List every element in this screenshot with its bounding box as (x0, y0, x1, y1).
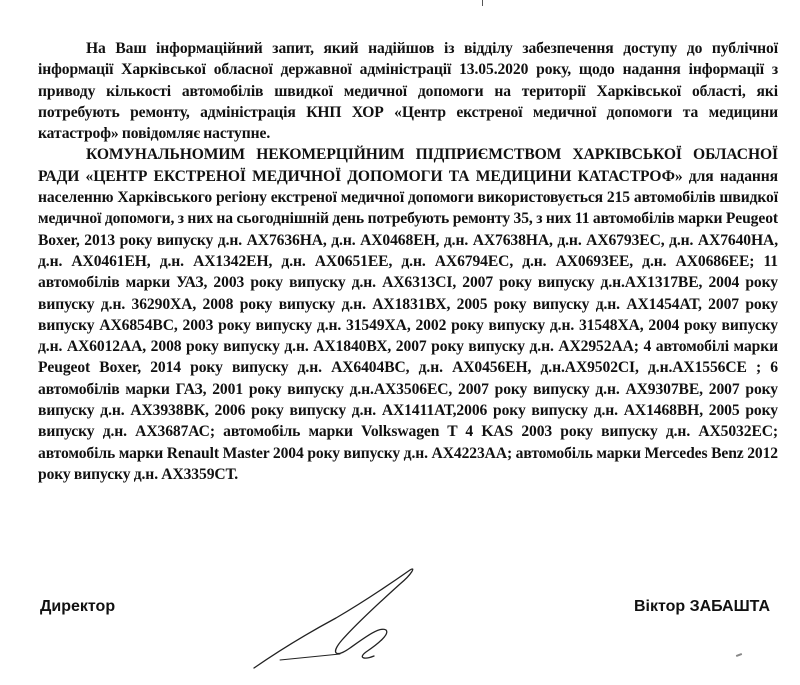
letter-body (38, 38, 778, 485)
signer-title: Директор (40, 598, 116, 615)
signature-row (40, 598, 770, 622)
letter-paragraph-intro: На Ваш інформаційний запит, який надійшов із відділу забезпечення доступу до публічної інформації Харківської обласної державної адміністрації 13.05.2020 року, щодо надання інформації з приводу кількості автомобілів швидкої медичної допомоги на території Харківської області, які потребують ремонту, адміністрація КНП ХОР «Центр екстреної медичної допомоги та медицини катастроф» повідомляє наступне. (38, 40, 778, 143)
letter-paragraph-details: КОМУНАЛЬНОМИМ НЕКОМЕРЦІЙНИМ ПІДПРИЄМСТВОМ ХАРКІВСЬКОЇ ОБЛАСНОЇ РАДИ «ЦЕНТР ЕКСТРЕНОЇ МЕДИЧНОЇ ДОПОМОГИ ТА МЕДИЦИНИ КАТАСТРОФ» для надання населенню Харківського регіону екстреної медичної допомоги використовується 215 автомобілів швидкої медичної допомоги, з них на сьогоднішній день потребують ремонту 35, з них 11 автомобілів марки Peugeot Boxer, 2013 року випуску д.н. АХ7636НА, д.н. АХ0468ЕН, д.н. АХ7638НА, д.н. АХ6793ЕС, д.н. АХ7640НА, д.н. АХ0461ЕН, д.н. АХ1342ЕН, д.н. АХ0651ЕЕ, д.н. АХ6794ЕС, д.н. АХ0693ЕЕ, д.н. АХ0686ЕЕ; 11 автомобілів марки УАЗ, 2003 року випуску д.н. АХ6313СІ, 2007 року випуску д.н.АХ1317ВЕ, 2004 року випуску д.н. 36290ХА, 2008 року випуску д.н. АХ1831ВХ, 2005 року випуску д.н. АХ1454АТ, 2007 року випуску АХ6854ВС, 2003 року випуску д.н. 31549ХА, 2002 року випуску д.н. 31548ХА, 2004 року випуску д.н. АХ6012АА, 2008 року випуску д.н. АХ1840ВХ, 2007 року випуску д.н. АХ2952АА; 4 автомобілі марки Peugeot Boxer, 2014 року випуску д.н. АХ6404ВС, д.н. АХ0456ЕН, д.н.АХ9502СІ, д.н.АХ1556СЕ ; 6 автомобілів марки ГАЗ, 2001 року випуску д.н.АХ3506ЕС, 2007 року випуску д.н. АХ9307ВЕ, 2007 року випуску д.н. АХ3938ВК, 2006 року випуску д.н. АХ1411АТ,2006 року випуску д.н. АХ1468ВН, 2005 року випуску д.н. АХ3687АС; автомобіль марки Volkswagen T 4 KAS 2003 року випуску д.н. АХ5032ЕС; автомобіль марки Renault Master 2004 року випуску д.н. АХ4223АА; автомобіль марки Mercedes Benz 2012 року випуску д.н. АХ3359СТ. (38, 146, 778, 483)
scan-mark (482, 0, 483, 6)
signer-name: Віктор ЗАБАШТА (633, 598, 770, 615)
scan-speck (736, 653, 742, 657)
